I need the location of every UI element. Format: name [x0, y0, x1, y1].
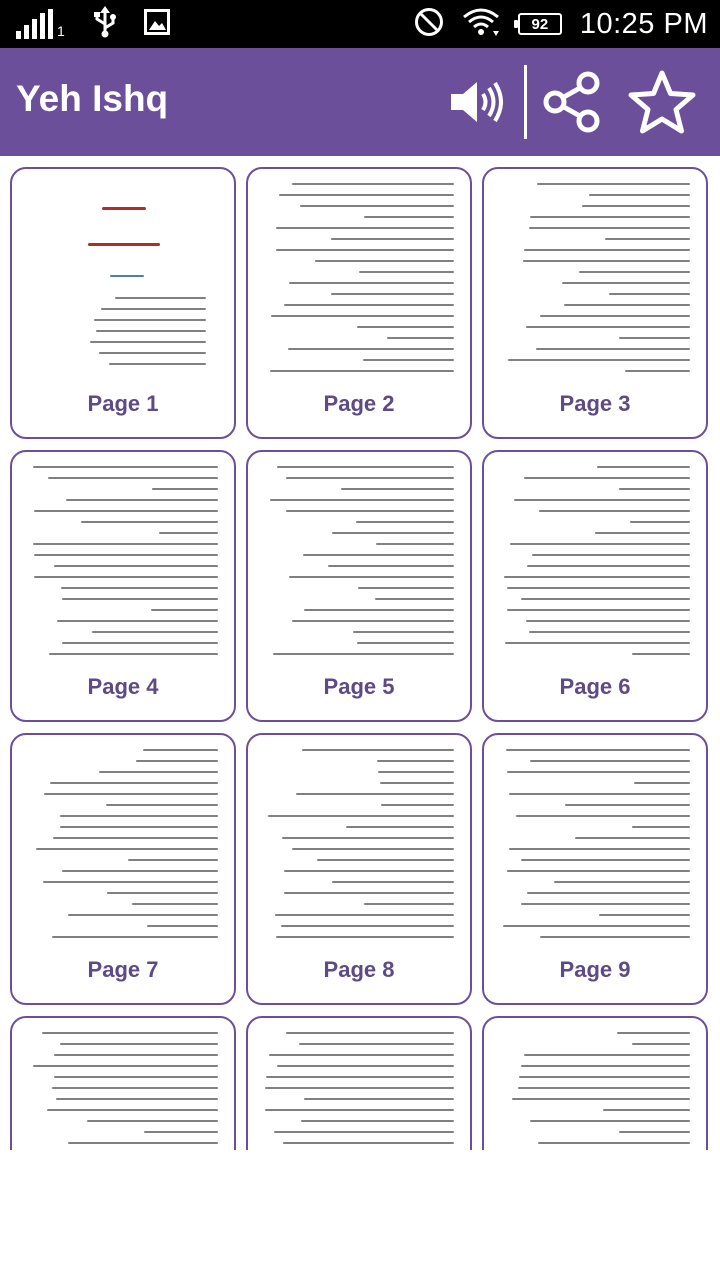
page-thumbnail-card[interactable]: [246, 1016, 472, 1150]
image-icon: [144, 9, 170, 40]
favorite-button[interactable]: [626, 48, 698, 156]
page-thumbnail-image: [26, 743, 222, 953]
page-thumbnail-card[interactable]: [10, 733, 236, 1005]
share-icon: [541, 71, 603, 133]
page-label: Page 1: [87, 391, 159, 416]
status-bar: [0, 0, 720, 48]
usb-icon: [92, 6, 118, 43]
do-not-disturb-icon: [414, 7, 444, 42]
signal-sub-label: 1: [57, 23, 65, 39]
page-thumbnail-image: [262, 743, 458, 953]
page-label: Page 6: [559, 674, 631, 699]
page-label: Page 9: [559, 957, 631, 982]
page-thumbnail-card[interactable]: [246, 733, 472, 1005]
battery-icon: [518, 13, 562, 35]
page-thumbnail-card[interactable]: [10, 450, 236, 722]
page-thumbnail-card[interactable]: [10, 1016, 236, 1150]
page-thumbnail-card[interactable]: [246, 167, 472, 439]
page-thumbnail-card[interactable]: [482, 733, 708, 1005]
page-thumbnail-image: [262, 1026, 458, 1150]
page-label: Page 8: [323, 957, 395, 982]
page-label: Page 2: [323, 391, 395, 416]
speaker-icon: [449, 80, 503, 124]
signal-icon: [16, 9, 66, 39]
app-title: Yeh Ishq: [16, 78, 169, 119]
app-bar: [0, 48, 720, 156]
page-thumbnail-card[interactable]: [482, 1016, 708, 1150]
page-thumbnail-card[interactable]: [482, 167, 708, 439]
page-thumbnail-card[interactable]: [246, 450, 472, 722]
app-bar-divider: [524, 65, 527, 139]
page-thumbnail-image: [262, 177, 458, 387]
page-thumbnail-image: [498, 743, 694, 953]
star-icon: [627, 69, 697, 135]
battery-level: 92: [531, 15, 549, 33]
page-thumbnail-image: [498, 460, 694, 670]
page-label: Page 5: [323, 674, 395, 699]
page-grid: [0, 156, 720, 1150]
wifi-icon: [462, 7, 500, 42]
page-thumbnail-image: [498, 1026, 694, 1150]
page-thumbnail-card[interactable]: [482, 450, 708, 722]
page-label: Page 4: [87, 674, 159, 699]
page-thumbnail-image: [26, 1026, 222, 1150]
share-button[interactable]: [540, 48, 604, 156]
page-thumbnail-image: [262, 460, 458, 670]
page-label: Page 7: [87, 957, 159, 982]
page-thumbnail-card[interactable]: [10, 167, 236, 439]
sound-button[interactable]: [448, 48, 504, 156]
clock: 10:25 PM: [579, 7, 708, 40]
page-thumbnail-image: [498, 177, 694, 387]
page-thumbnail-image: [26, 177, 222, 387]
page-thumbnail-image: [26, 460, 222, 670]
page-label: Page 3: [559, 391, 631, 416]
